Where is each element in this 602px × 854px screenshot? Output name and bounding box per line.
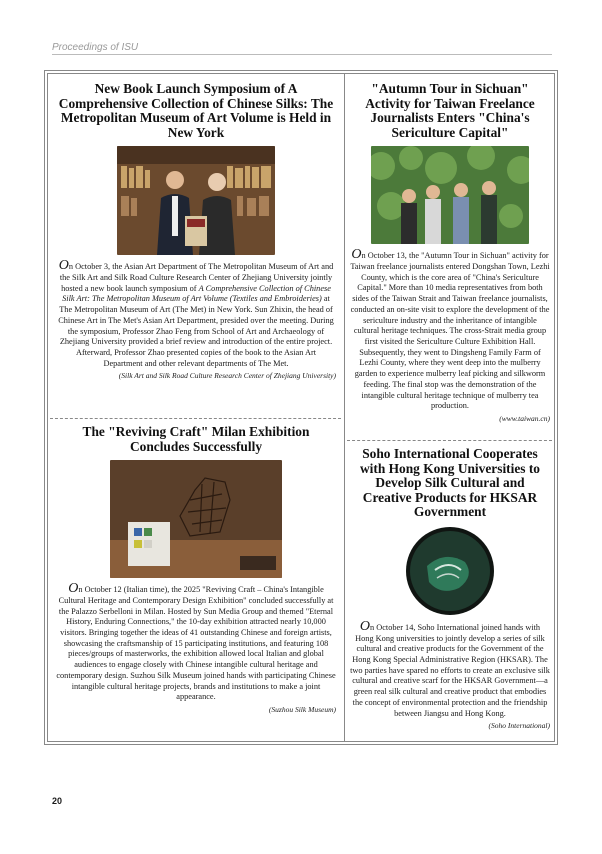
body-text-2: at The Metropolitan Museum of Art (The Met) in New York. Sun Zhixin, the head of Chinese Art in The Met's Asian Art Department, presided over the meeting. During the symposium, Professor Zhao Feng from School of Art and Archaeology of Zhejiang University provided a brief review and introduction of the entire project. Afterward, Professor Zhao presented copies of the book to the Asian Art Department and other relevant departments of The Met. xyxy=(58,294,334,368)
silk-scarf-photo xyxy=(405,526,495,616)
article-title: The "Reviving Craft" Milan Exhibition Concludes Successfully xyxy=(82,424,310,454)
article-body xyxy=(56,258,336,369)
article-sichuan-tour xyxy=(350,82,550,423)
drop-cap: O xyxy=(351,247,362,263)
drop-cap: O xyxy=(58,258,69,274)
book-launch-photo xyxy=(117,146,275,255)
article-title: New Book Launch Symposium of A Comprehensive Collection of Chinese Silks: The Metropolitan Museum of Art Volume is Held in New York xyxy=(58,81,334,140)
body-text: n October 12 (Italian time), the 2025 "Reviving Craft – China's Intangible Cultural Heritage and Contemporary Design Exhibition" concluded successfully at the Palazzo Serbelloni in Milan. Hosted by Sun Media Group and themed "Eternal History, Enduring Connections," the 10-day exhibition attracted nearly 10,000 visitors. Bringing together the ideas of 41 outstanding Chinese and foreign artists, showcasing the craftsmanship of 15 participating institutions, and featuring 108 pieces/groups of masterworks, the exhibition allowed local Italian and global audiences to engage closely with Chinese intangible cultural heritage and contemporary design. Suzhou Silk Museum joined hands with participating Chinese intangible cultural heritage projects, brands and institutions to make a joint appearance. xyxy=(56,585,336,702)
body-text: n October 13, the "Autumn Tour in Sichuan" activity for Taiwan freelance journalists entered Dongshan Town, Lezhi County, which is the core area of "China's Sericulture Capital." More than 10 media representatives from both sides of the Taiwan Strait and Taiwan freelance journalists, conducted an on-site visit to explore the development of the sericulture industry and the inheritance of intangible cultural heritage techniques. The cross-Strait media group first visited the Sericulture Culture Exhibition Hall. Subsequently, they went to Dingsheng Family Farm of Lezhi County, where they went deep into the mulberry garden to experience mulberry leaf picking and silkworm feeding. The final stop was the demonstration of the intangible cultural heritage technique of mulberry tea production. xyxy=(350,251,550,411)
drop-cap: O xyxy=(68,581,79,597)
article-title: "Autumn Tour in Sichuan" Activity for Taiwan Freelance Journalists Enters "China's Sericulture Capital" xyxy=(365,81,535,140)
right-dashed-separator xyxy=(347,440,552,441)
exhibition-photo xyxy=(110,460,282,578)
article-body xyxy=(350,247,550,412)
article-source: (Soho International) xyxy=(488,721,550,731)
article-book-launch xyxy=(56,82,336,380)
article-body xyxy=(350,618,550,719)
article-source: (Suzhou Silk Museum) xyxy=(268,704,336,714)
article-title: Soho International Cooperates with Hong Kong Universities to Develop Silk Cultural and Creative Products for HKSAR Government xyxy=(359,446,541,520)
book-title-italic: A Comprehensive Collection of Chinese Silk Art: The Metropolitan Museum of Art Volume (Textiles and Embroideries) xyxy=(62,283,331,304)
page-number: 20 xyxy=(52,796,63,806)
mulberry-garden-photo xyxy=(371,146,529,244)
left-dashed-separator xyxy=(50,418,341,419)
body-text: n October 14, Soho International joined hands with Hong Kong universities to jointly develop a series of silk cultural and creative products for the Government of the Hong Kong Special Administrative Region (HKSAR). The two parties have spared no efforts to create an exclusive silk cultural and creative scarf for the HKSAR Government—a green real silk cultural and creative product that embodies the concept of environmental protection and the friendship between Jiangsu and Hong Kong. xyxy=(350,622,550,718)
drop-cap: O xyxy=(359,618,371,634)
article-source: (Silk Art and Silk Road Culture Research Center of Zhejiang University) xyxy=(118,371,336,381)
column-divider xyxy=(344,73,345,742)
article-soho-international xyxy=(350,447,550,730)
article-body xyxy=(56,581,336,703)
article-milan-exhibition xyxy=(56,425,336,714)
body-text-1: n October 3, the Asian Art Department of The Metropolitan Museum of Art and the Silk Art and Silk Road Culture Research Center of Zhejiang University jointly hosted a new book launch symposium of xyxy=(59,262,334,293)
article-source: (www.taiwan.cn) xyxy=(499,413,550,423)
running-header: Proceedings of ISU xyxy=(52,42,552,55)
